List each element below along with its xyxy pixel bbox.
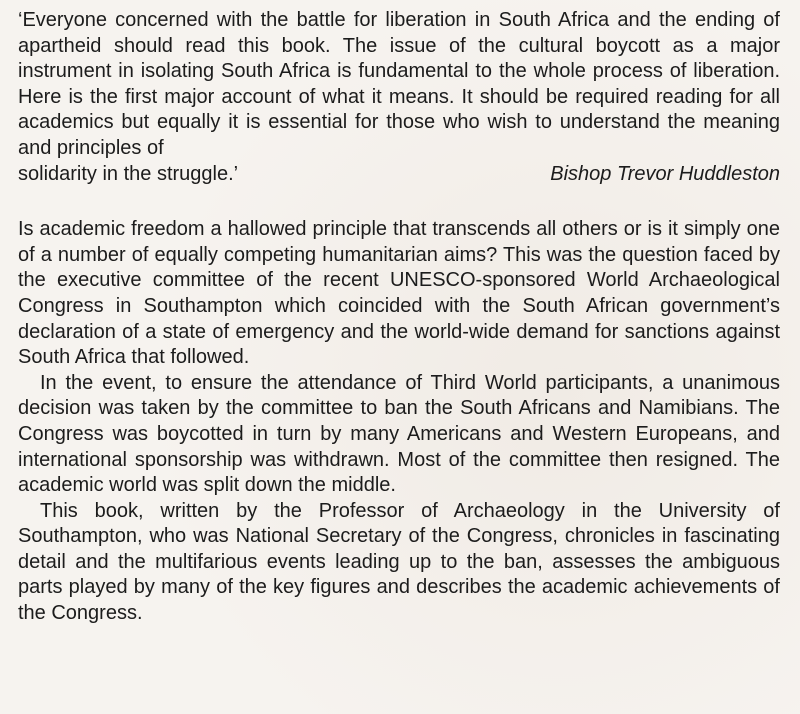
quote-attribution: Bishop Trevor Huddleston [550,162,780,185]
quote-text: ‘Everyone concerned with the battle for liberation in South Africa and the ending of apartheid should read this book. The issue of the cultural boycott as a major instrument in isolating South Africa is fundamental to the whole process of liberation. Here is the first major account of what it means. It should be required reading for all academics but equally it is essential for those who wish to understand the meaning and principles of [18,9,780,159]
book-description [18,217,780,627]
quote-final-line [18,162,780,188]
description-paragraph: This book, written by the Professor of Archaeology in the University of Southampton, who was National Secretary of the Congress, chronicles in fascinating detail and the multifarious events leading up to the ban, assesses the ambiguous parts played by many of the key figures and describes the academic achievements of the Congress. [18,499,780,625]
description-paragraph: Is academic freedom a hallowed principle that transcends all others or is it simply one of a number of equally competing humanitarian aims? This was the question faced by the executive committee of the recent UNESCO-sponsored World Archaeological Congress in Southampton which coincided with the South African government’s declaration of a state of emergency and the world-wide demand for sanctions against South Africa that followed. [18,218,780,369]
description-paragraph: In the event, to ensure the attendance of Third World participants, a unanimous decision was taken by the committee to ban the South Africans and Namibians. The Congress was boycotted in turn by many Americans and Western Europeans, and international sponsorship was withdrawn. Most of the committee then resigned. The academic world was split down the middle. [18,371,780,497]
endorsement-quote [18,8,780,187]
quote-closing-text: solidarity in the struggle.’ [18,162,239,185]
